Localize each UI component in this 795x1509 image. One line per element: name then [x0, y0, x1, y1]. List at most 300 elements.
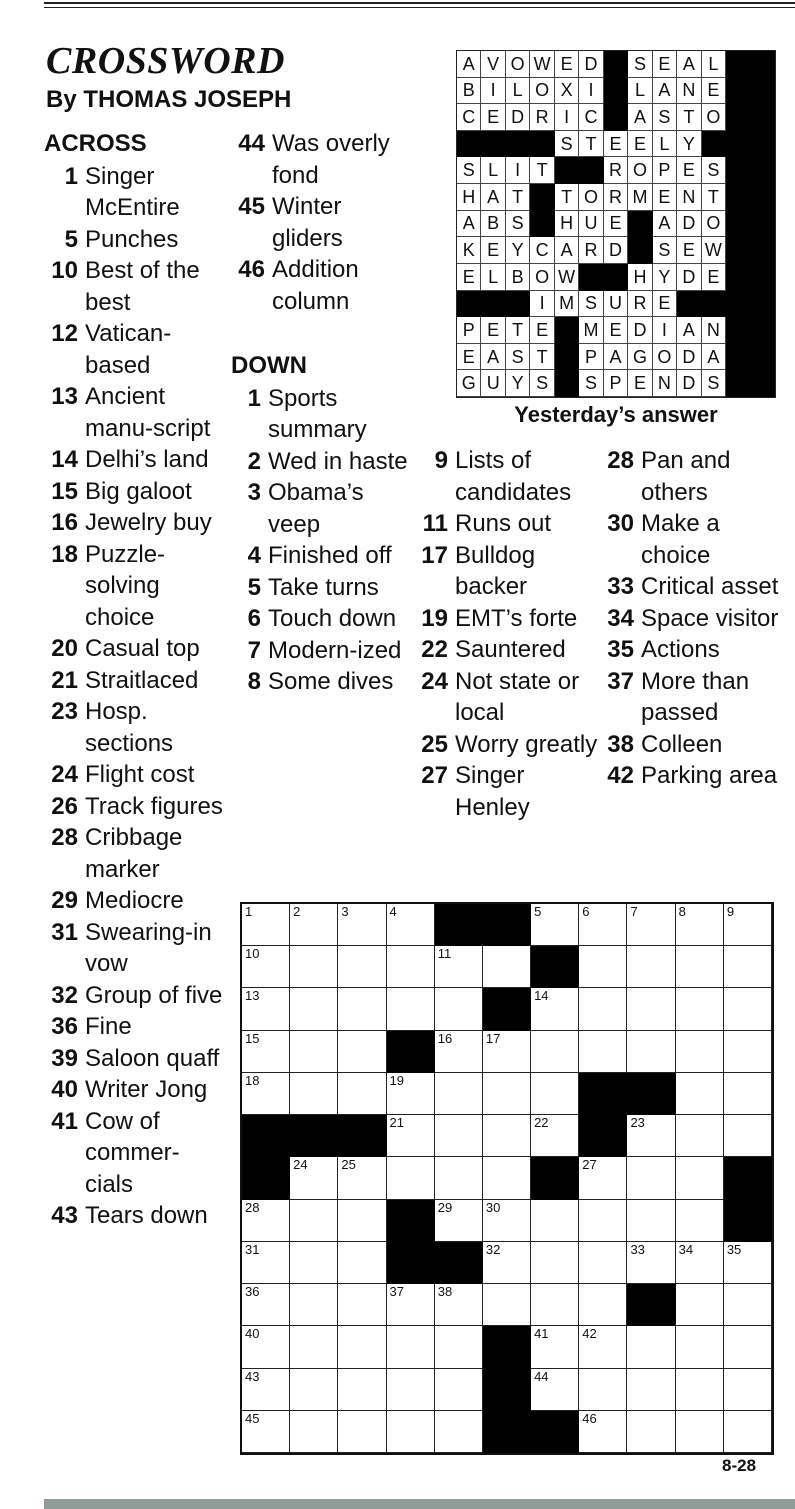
- clue-number: 23: [51, 698, 78, 725]
- grid-cell[interactable]: [483, 1157, 531, 1199]
- answer-letter-cell: E: [653, 51, 677, 78]
- answer-black-cell: [751, 184, 775, 211]
- answer-letter-cell: E: [481, 104, 505, 131]
- grid-cell[interactable]: [724, 904, 772, 946]
- answer-letter-cell: A: [628, 104, 652, 131]
- answer-black-cell: [751, 264, 775, 291]
- across-clues-column-2: [231, 128, 416, 317]
- grid-cell[interactable]: [627, 1200, 675, 1242]
- answer-letter-cell: Y: [677, 131, 701, 158]
- clue-text: Obama’s veep: [268, 479, 364, 538]
- clue-item: [44, 759, 226, 791]
- clue-text: Big galoot: [85, 477, 192, 505]
- grid-cell[interactable]: [387, 1115, 435, 1157]
- clue-number: 28: [51, 824, 78, 851]
- grid-cell[interactable]: [435, 1284, 483, 1326]
- grid-cell[interactable]: [579, 1284, 627, 1326]
- clue-text: Sauntered: [455, 636, 566, 663]
- grid-cell[interactable]: [290, 946, 338, 988]
- answer-letter-cell: E: [702, 78, 726, 105]
- grid-cell[interactable]: [387, 946, 435, 988]
- grid-cell[interactable]: [579, 904, 627, 946]
- grid-cell[interactable]: [531, 1242, 579, 1284]
- grid-cell-number: 19: [389, 1072, 404, 1088]
- answer-letter-cell: U: [481, 370, 505, 397]
- clue-number: 33: [607, 573, 634, 600]
- clue-text: Sports summary: [268, 384, 367, 443]
- answer-letter-cell: A: [555, 237, 579, 264]
- grid-cell-number: 8: [678, 904, 686, 919]
- grid-cell[interactable]: [627, 1031, 675, 1073]
- clue-item: [44, 917, 226, 980]
- down-clues-column-2: [414, 445, 600, 823]
- grid-cell[interactable]: [531, 1326, 579, 1368]
- grid-cell[interactable]: [627, 904, 675, 946]
- answer-letter-cell: S: [555, 131, 579, 158]
- clue-item: [414, 508, 600, 540]
- answer-black-cell: [751, 211, 775, 238]
- grid-cell[interactable]: [531, 1200, 579, 1242]
- answer-black-cell: [457, 131, 481, 158]
- grid-cell[interactable]: [290, 1073, 338, 1115]
- grid-cell[interactable]: [435, 988, 483, 1030]
- clue-item: [44, 822, 226, 885]
- across-clues-column-1: [44, 128, 226, 1232]
- grid-black-square: [290, 1115, 338, 1157]
- answer-black-cell: [677, 291, 701, 318]
- grid-cell-number: 33: [630, 1241, 645, 1257]
- grid-cell[interactable]: [676, 1073, 724, 1115]
- grid-cell[interactable]: [724, 1115, 772, 1157]
- grid-cell[interactable]: [676, 1242, 724, 1284]
- grid-cell[interactable]: [242, 1200, 290, 1242]
- grid-cell[interactable]: [290, 1411, 338, 1453]
- answer-letter-cell: R: [604, 184, 628, 211]
- page-title: CROSSWORD: [46, 40, 285, 82]
- answer-black-cell: [726, 131, 750, 158]
- grid-cell[interactable]: [579, 1031, 627, 1073]
- answer-letter-cell: I: [579, 78, 603, 105]
- grid-cell[interactable]: [676, 988, 724, 1030]
- grid-cell[interactable]: [338, 1284, 386, 1326]
- answer-black-cell: [726, 317, 750, 344]
- grid-cell[interactable]: [435, 1115, 483, 1157]
- clue-text: Cribbage marker: [85, 824, 183, 883]
- answer-letter-cell: A: [702, 344, 726, 371]
- grid-cell-number: 41: [534, 1326, 549, 1342]
- grid-cell-number: 7: [630, 904, 638, 919]
- grid-cell[interactable]: [724, 1369, 772, 1411]
- answer-black-cell: [751, 370, 775, 397]
- answer-letter-cell: D: [677, 264, 701, 291]
- clue-text: Was overly fond: [272, 130, 390, 189]
- grid-cell-number: 5: [534, 904, 542, 919]
- clue-text: Punches: [85, 225, 179, 253]
- answer-letter-cell: B: [481, 211, 505, 238]
- grid-cell[interactable]: [483, 1073, 531, 1115]
- clue-item: [600, 760, 780, 792]
- grid-cell[interactable]: [242, 1284, 290, 1326]
- grid-black-square: [579, 1073, 627, 1115]
- grid-cell[interactable]: [435, 1369, 483, 1411]
- answer-letter-cell: E: [677, 157, 701, 184]
- grid-black-square: [627, 1073, 675, 1115]
- grid-cell[interactable]: [338, 1031, 386, 1073]
- clue-text: Colleen: [641, 730, 723, 758]
- grid-cell[interactable]: [531, 1073, 579, 1115]
- answer-black-cell: [457, 291, 481, 318]
- grid-cell[interactable]: [676, 1200, 724, 1242]
- answer-letter-cell: E: [530, 317, 554, 344]
- answer-letter-cell: Y: [653, 264, 677, 291]
- answer-letter-cell: H: [628, 264, 652, 291]
- clue-text: Puzzle-solving choice: [85, 540, 166, 631]
- grid-cell-number: 43: [245, 1368, 260, 1384]
- answer-letter-cell: S: [653, 237, 677, 264]
- clue-number: 8: [247, 668, 261, 695]
- grid-cell[interactable]: [242, 1369, 290, 1411]
- grid-cell[interactable]: [290, 904, 338, 946]
- grid-cell[interactable]: [676, 1369, 724, 1411]
- answer-black-cell: [751, 344, 775, 371]
- answer-letter-cell: T: [506, 317, 530, 344]
- clue-text: Singer Henley: [455, 762, 530, 821]
- grid-cell[interactable]: [338, 1200, 386, 1242]
- grid-cell[interactable]: [676, 1284, 724, 1326]
- answer-black-cell: [751, 104, 775, 131]
- grid-cell[interactable]: [724, 1284, 772, 1326]
- answer-letter-cell: D: [579, 51, 603, 78]
- grid-cell[interactable]: [579, 1369, 627, 1411]
- grid-cell[interactable]: [676, 946, 724, 988]
- grid-black-square: [387, 1242, 435, 1284]
- grid-cell[interactable]: [531, 988, 579, 1030]
- clue-item: [231, 254, 416, 317]
- clue-number: 39: [51, 1044, 78, 1072]
- grid-cell[interactable]: [724, 946, 772, 988]
- grid-cell[interactable]: [579, 1200, 627, 1242]
- grid-cell[interactable]: [627, 988, 675, 1030]
- grid-cell[interactable]: [627, 1369, 675, 1411]
- answer-letter-cell: S: [579, 370, 603, 397]
- clue-number: 3: [247, 479, 261, 506]
- clue-item: [231, 666, 411, 698]
- clue-item: [600, 508, 780, 571]
- grid-cell[interactable]: [290, 1157, 338, 1199]
- grid-cell[interactable]: [338, 1157, 386, 1199]
- grid-cell[interactable]: [242, 946, 290, 988]
- answer-black-cell: [604, 264, 628, 291]
- clue-number: 22: [421, 636, 448, 663]
- clue-text: Casual top: [85, 635, 200, 662]
- grid-cell[interactable]: [724, 1242, 772, 1284]
- grid-cell[interactable]: [483, 946, 531, 988]
- grid-cell[interactable]: [387, 1284, 435, 1326]
- answer-black-cell: [555, 344, 579, 371]
- grid-cell-number: 27: [582, 1157, 597, 1173]
- answer-letter-cell: T: [702, 184, 726, 211]
- answer-letter-cell: H: [555, 211, 579, 238]
- grid-black-square: [242, 1115, 290, 1157]
- clue-text: Finished off: [268, 542, 392, 569]
- grid-cell[interactable]: [483, 1031, 531, 1073]
- grid-cell[interactable]: [435, 1200, 483, 1242]
- answer-black-cell: [604, 78, 628, 105]
- answer-letter-cell: E: [457, 264, 481, 291]
- grid-cell[interactable]: [435, 1031, 483, 1073]
- grid-cell[interactable]: [627, 1242, 675, 1284]
- grid-cell[interactable]: [338, 1369, 386, 1411]
- answer-letter-cell: O: [653, 344, 677, 371]
- clue-text: Some dives: [268, 668, 394, 695]
- grid-cell[interactable]: [387, 1073, 435, 1115]
- grid-cell[interactable]: [627, 1157, 675, 1199]
- grid-cell[interactable]: [531, 1369, 579, 1411]
- clue-text: Saloon quaff: [85, 1044, 220, 1072]
- grid-cell[interactable]: [483, 1115, 531, 1157]
- answer-letter-cell: P: [457, 317, 481, 344]
- answer-letter-cell: E: [457, 344, 481, 371]
- answer-letter-cell: D: [677, 211, 701, 238]
- clue-item: [414, 760, 600, 823]
- answer-letter-cell: O: [506, 51, 530, 78]
- grid-cell[interactable]: [387, 988, 435, 1030]
- answer-letter-cell: A: [604, 344, 628, 371]
- clue-item: [44, 1200, 226, 1232]
- answer-letter-cell: S: [628, 51, 652, 78]
- answer-letter-cell: A: [677, 317, 701, 344]
- grid-black-square: [724, 1200, 772, 1242]
- grid-cell[interactable]: [435, 1073, 483, 1115]
- answer-letter-cell: R: [604, 157, 628, 184]
- answer-black-cell: [726, 344, 750, 371]
- clue-item: [44, 381, 226, 444]
- grid-cell-number: 40: [245, 1326, 260, 1342]
- grid-cell[interactable]: [338, 988, 386, 1030]
- grid-cell[interactable]: [338, 1411, 386, 1453]
- grid-cell[interactable]: [242, 1073, 290, 1115]
- grid-cell[interactable]: [579, 1242, 627, 1284]
- grid-cell[interactable]: [531, 904, 579, 946]
- grid-cell[interactable]: [290, 1031, 338, 1073]
- answer-black-cell: [751, 157, 775, 184]
- clue-text: Pan and others: [641, 447, 731, 506]
- yesterdays-answer-grid: [456, 50, 776, 398]
- grid-cell[interactable]: [435, 1326, 483, 1368]
- grid-cell[interactable]: [724, 1031, 772, 1073]
- clue-item: [44, 1074, 226, 1106]
- grid-cell[interactable]: [290, 988, 338, 1030]
- grid-black-square: [724, 1157, 772, 1199]
- grid-cell[interactable]: [290, 1369, 338, 1411]
- answer-letter-cell: T: [530, 344, 554, 371]
- grid-cell[interactable]: [627, 1326, 675, 1368]
- clue-item: [231, 191, 416, 254]
- down-clues-column-1: [231, 350, 411, 698]
- answer-black-cell: [726, 51, 750, 78]
- answer-letter-cell: L: [653, 131, 677, 158]
- answer-letter-cell: T: [506, 184, 530, 211]
- down-heading: DOWN: [231, 352, 307, 379]
- answer-letter-cell: T: [555, 184, 579, 211]
- answer-letter-cell: N: [653, 370, 677, 397]
- grid-cell[interactable]: [242, 1326, 290, 1368]
- clue-text: Space visitor: [641, 604, 779, 632]
- byline: By THOMAS JOSEPH: [46, 86, 292, 113]
- grid-cell[interactable]: [579, 988, 627, 1030]
- answer-letter-cell: S: [702, 157, 726, 184]
- clue-text: Winter gliders: [272, 193, 343, 252]
- answer-black-cell: [751, 131, 775, 158]
- grid-cell[interactable]: [435, 1157, 483, 1199]
- grid-cell-number: 44: [534, 1368, 549, 1384]
- grid-cell[interactable]: [435, 946, 483, 988]
- grid-cell[interactable]: [483, 1284, 531, 1326]
- answer-black-cell: [726, 264, 750, 291]
- answer-letter-cell: A: [481, 184, 505, 211]
- grid-cell[interactable]: [676, 1326, 724, 1368]
- clue-text: Vatican-based: [85, 320, 172, 379]
- answer-letter-cell: I: [506, 157, 530, 184]
- clue-text: Touch down: [268, 605, 397, 632]
- grid-cell[interactable]: [483, 1200, 531, 1242]
- grid-cell-number: 21: [389, 1115, 404, 1131]
- answer-letter-cell: K: [457, 237, 481, 264]
- grid-cell[interactable]: [242, 904, 290, 946]
- grid-black-square: [579, 1115, 627, 1157]
- answer-letter-cell: O: [530, 78, 554, 105]
- grid-black-square: [483, 1369, 531, 1411]
- clue-text: Make a choice: [641, 510, 720, 569]
- grid-cell[interactable]: [387, 1411, 435, 1453]
- clue-number: 14: [51, 446, 78, 473]
- answer-letter-cell: S: [530, 370, 554, 397]
- clue-text: Writer Jong: [85, 1076, 208, 1103]
- clue-number: 1: [247, 384, 261, 412]
- grid-cell[interactable]: [724, 1073, 772, 1115]
- grid-cell[interactable]: [627, 1411, 675, 1453]
- answer-letter-cell: X: [555, 78, 579, 105]
- answer-letter-cell: H: [457, 184, 481, 211]
- clue-item: [414, 445, 600, 508]
- grid-cell[interactable]: [627, 946, 675, 988]
- clue-item: [44, 507, 226, 539]
- clue-text: Tears down: [85, 1202, 208, 1229]
- clue-number: 46: [238, 256, 265, 283]
- grid-cell[interactable]: [290, 1326, 338, 1368]
- grid-cell[interactable]: [242, 1031, 290, 1073]
- grid-cell[interactable]: [242, 988, 290, 1030]
- answer-letter-cell: M: [555, 291, 579, 318]
- grid-cell[interactable]: [724, 1411, 772, 1453]
- answer-letter-cell: D: [677, 370, 701, 397]
- grid-cell[interactable]: [724, 988, 772, 1030]
- grid-cell-number: 11: [437, 946, 452, 962]
- clue-text: Singer McEntire: [85, 162, 180, 221]
- grid-cell[interactable]: [290, 1242, 338, 1284]
- answer-black-cell: [555, 157, 579, 184]
- grid-cell-number: 34: [678, 1241, 694, 1257]
- clue-item: [600, 666, 780, 729]
- grid-cell[interactable]: [579, 1157, 627, 1199]
- answer-letter-cell: E: [604, 131, 628, 158]
- grid-cell[interactable]: [531, 1115, 579, 1157]
- grid-cell-number: 13: [245, 988, 260, 1004]
- grid-cell[interactable]: [531, 1284, 579, 1326]
- grid-cell[interactable]: [290, 1200, 338, 1242]
- answer-letter-cell: E: [481, 237, 505, 264]
- clue-text: Worry greatly: [455, 730, 598, 758]
- grid-cell[interactable]: [435, 1411, 483, 1453]
- clue-item: [600, 571, 780, 603]
- answer-letter-cell: I: [481, 78, 505, 105]
- grid-cell[interactable]: [483, 1242, 531, 1284]
- clue-number: 16: [51, 509, 78, 536]
- grid-cell[interactable]: [387, 1369, 435, 1411]
- clue-number: 25: [421, 730, 448, 758]
- grid-cell[interactable]: [676, 1157, 724, 1199]
- clue-item: [231, 540, 411, 572]
- grid-black-square: [242, 1157, 290, 1199]
- grid-cell[interactable]: [387, 904, 435, 946]
- grid-cell[interactable]: [724, 1326, 772, 1368]
- grid-black-square: [387, 1031, 435, 1073]
- grid-black-square: [627, 1284, 675, 1326]
- grid-cell[interactable]: [338, 946, 386, 988]
- clue-item: [44, 885, 226, 917]
- answer-black-cell: [751, 78, 775, 105]
- grid-cell-number: 15: [245, 1030, 260, 1046]
- grid-cell[interactable]: [676, 1031, 724, 1073]
- answer-letter-cell: P: [653, 157, 677, 184]
- grid-cell[interactable]: [579, 1411, 627, 1453]
- grid-cell[interactable]: [290, 1284, 338, 1326]
- answer-letter-cell: D: [604, 237, 628, 264]
- clue-text: Straitlaced: [85, 666, 199, 694]
- top-rule-thin: [44, 7, 795, 8]
- answer-letter-cell: A: [653, 211, 677, 238]
- clue-text: More than passed: [641, 667, 750, 726]
- clue-text: EMT’s forte: [455, 604, 578, 632]
- grid-cell[interactable]: [676, 904, 724, 946]
- clue-item: [44, 318, 226, 381]
- grid-cell[interactable]: [338, 904, 386, 946]
- grid-cell[interactable]: [338, 1242, 386, 1284]
- grid-cell[interactable]: [242, 1242, 290, 1284]
- answer-letter-cell: I: [555, 104, 579, 131]
- grid-cell[interactable]: [676, 1115, 724, 1157]
- clue-item: [600, 603, 780, 635]
- grid-cell[interactable]: [627, 1115, 675, 1157]
- grid-cell[interactable]: [338, 1073, 386, 1115]
- clue-text: Delhi’s land: [85, 446, 209, 473]
- grid-cell[interactable]: [242, 1411, 290, 1453]
- grid-cell[interactable]: [579, 946, 627, 988]
- clue-number: 12: [51, 320, 78, 347]
- grid-cell[interactable]: [338, 1326, 386, 1368]
- answer-black-cell: [579, 157, 603, 184]
- grid-cell[interactable]: [531, 1031, 579, 1073]
- grid-cell[interactable]: [676, 1411, 724, 1453]
- answer-black-cell: [726, 370, 750, 397]
- clue-item: [414, 634, 600, 666]
- grid-cell-number: 25: [341, 1157, 356, 1173]
- grid-cell[interactable]: [387, 1157, 435, 1199]
- grid-cell[interactable]: [387, 1326, 435, 1368]
- grid-cell[interactable]: [579, 1326, 627, 1368]
- answer-letter-cell: E: [702, 264, 726, 291]
- grid-black-square: [387, 1200, 435, 1242]
